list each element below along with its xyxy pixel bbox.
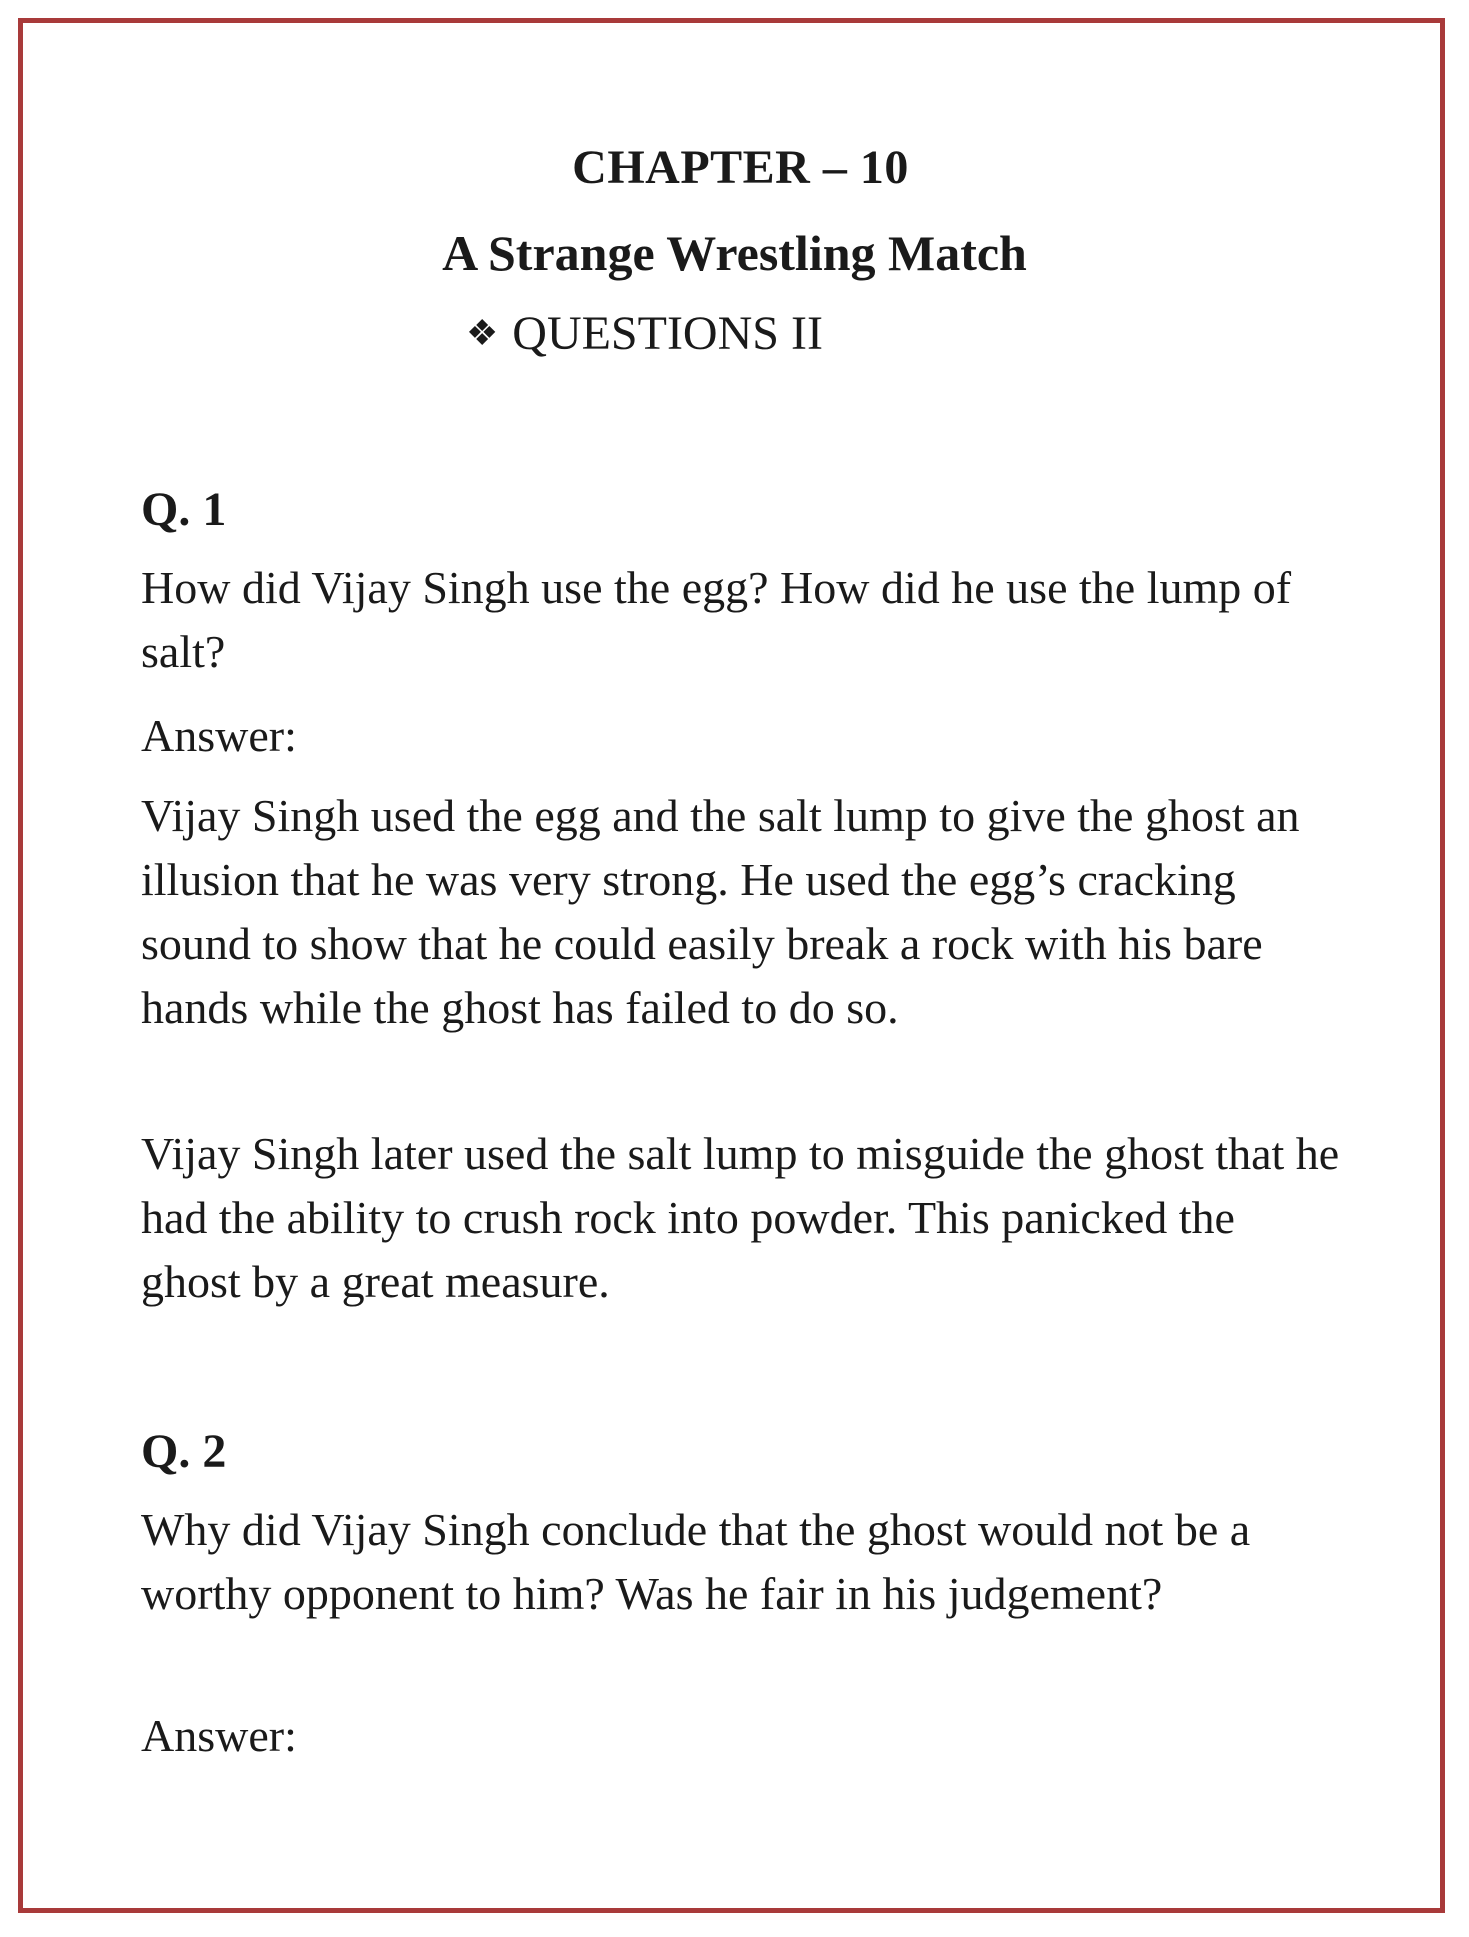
question-1-label: Q. 1 xyxy=(141,483,227,536)
question-2-answer-label: Answer: xyxy=(141,1710,297,1761)
question-1-answer-paragraph-1: Vijay Singh used the egg and the salt lump to give the ghost an illusion that he was very strong. He used the egg’s cracking sound to show that he could easily break a rock with his bare hands while the ghost has failed to do so. xyxy=(141,790,1300,1033)
section-heading xyxy=(466,306,823,361)
section-heading-text: QUESTIONS II xyxy=(512,307,823,360)
question-1-answer-label: Answer: xyxy=(141,710,297,761)
question-1-answer-paragraph-2: Vijay Singh later used the salt lump to misguide the ghost that he had the ability to crush rock into powder. This panicked the ghost by a great measure. xyxy=(141,1128,1340,1307)
question-2-text: Why did Vijay Singh conclude that the ghost would not be a worthy opponent to him? Was he fair in his judgement? xyxy=(141,1504,1251,1619)
diamond-bullet-icon: ❖ xyxy=(466,313,499,353)
chapter-heading: CHAPTER – 10 xyxy=(572,141,909,194)
question-1-text: How did Vijay Singh use the egg? How did he use the lump of salt? xyxy=(141,562,1292,677)
chapter-title: A Strange Wrestling Match xyxy=(442,225,1027,281)
question-2-label: Q. 2 xyxy=(141,1425,227,1478)
